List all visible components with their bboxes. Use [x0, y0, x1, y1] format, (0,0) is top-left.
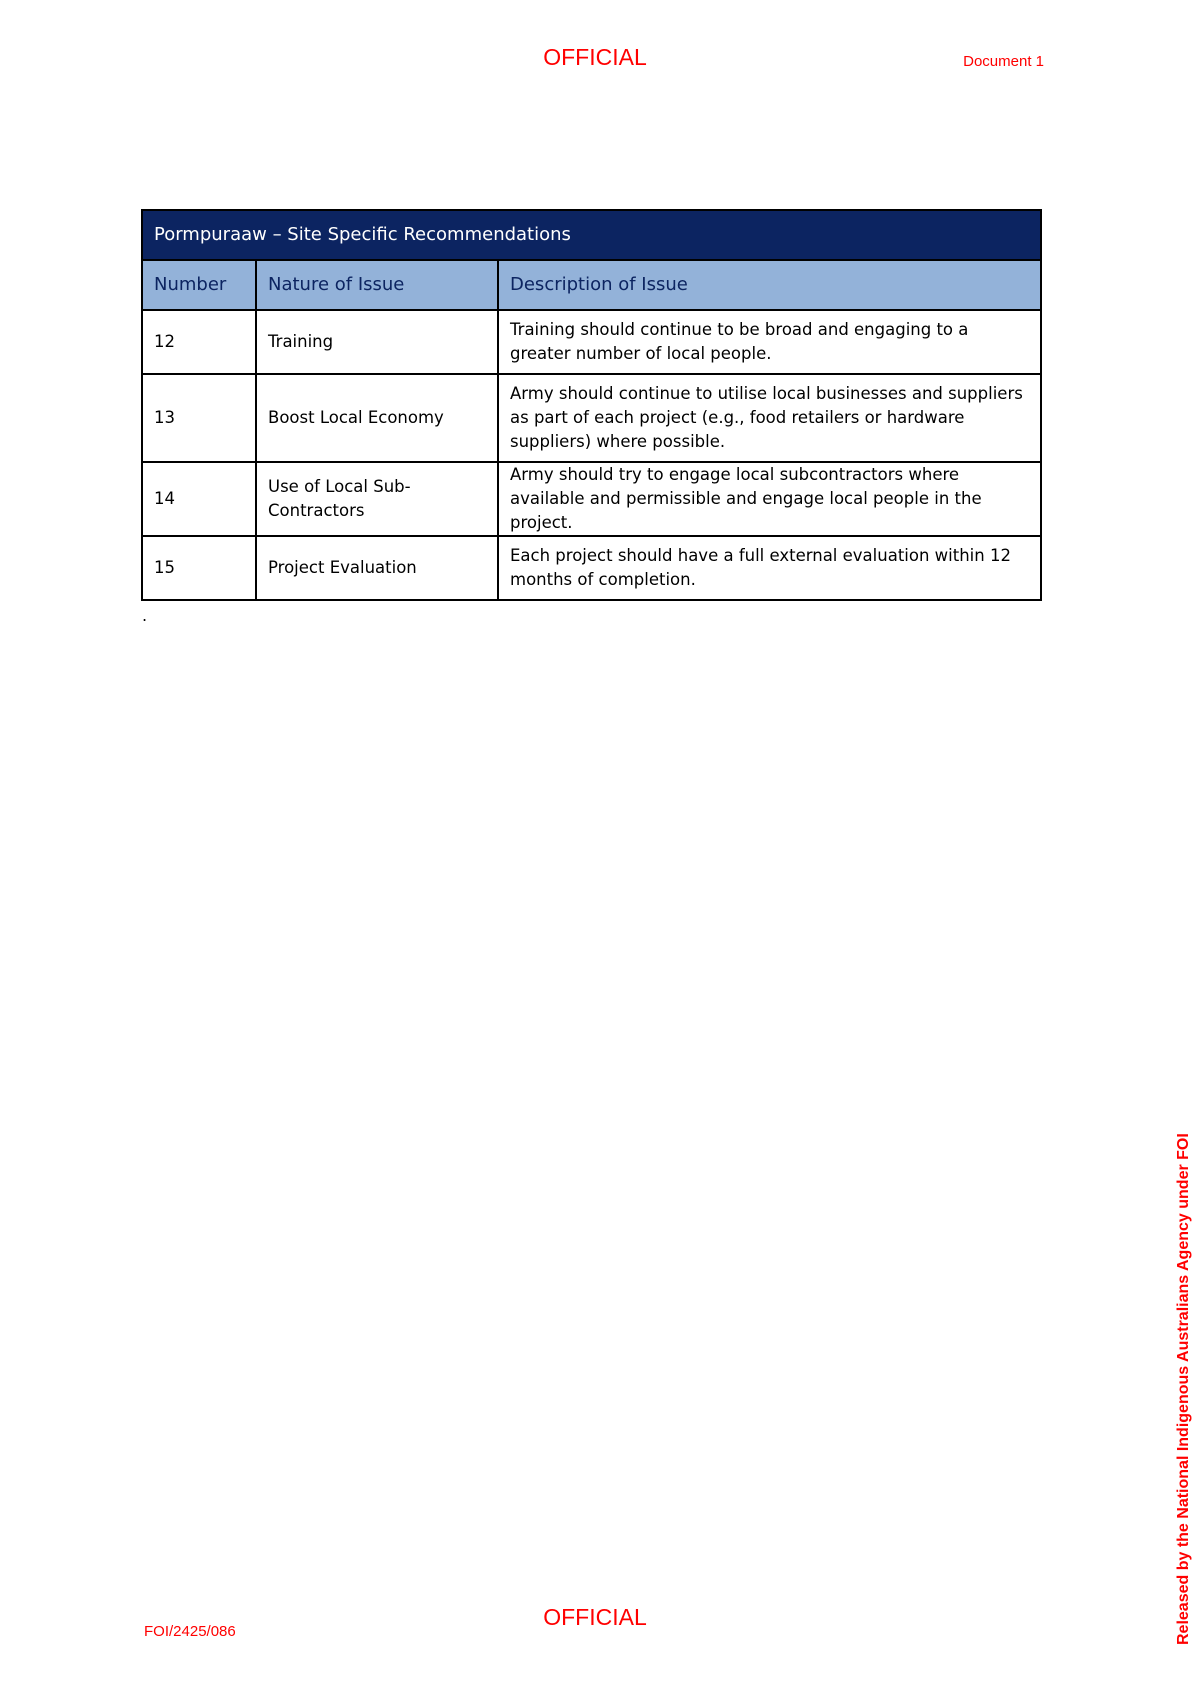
table-row — [142, 536, 1041, 600]
table-row — [142, 462, 1041, 536]
recommendations-table — [141, 209, 1042, 601]
table-row — [142, 374, 1041, 462]
cell-nature: Boost Local Economy — [256, 374, 498, 462]
table-title-row — [142, 210, 1041, 260]
classification-header: OFFICIAL — [543, 44, 647, 70]
release-stamp: Released by the National Indigenous Australians Agency under FOI — [1175, 1133, 1192, 1645]
column-header-description: Description of Issue — [498, 260, 1041, 310]
cell-nature: Training — [256, 310, 498, 374]
cell-description: Army should try to engage local subcontractors where available and permissible and engage local people in the project. — [498, 462, 1041, 536]
column-header-nature: Nature of Issue — [256, 260, 498, 310]
classification-footer: OFFICIAL — [543, 1604, 647, 1630]
table-header-row — [142, 260, 1041, 310]
document-label: Document 1 — [963, 53, 1044, 70]
cell-description: Training should continue to be broad and engaging to a greater number of local people. — [498, 310, 1041, 374]
cell-description: Each project should have a full external evaluation within 12 months of completion. — [498, 536, 1041, 600]
stray-period-mark: . — [142, 606, 148, 625]
cell-description: Army should continue to utilise local businesses and suppliers as part of each project (e.g., food retailers or hardware suppliers) where possible. — [498, 374, 1041, 462]
cell-number: 15 — [142, 536, 256, 600]
cell-nature: Project Evaluation — [256, 536, 498, 600]
column-header-number: Number — [142, 260, 256, 310]
foi-reference: FOI/2425/086 — [144, 1623, 236, 1640]
cell-number: 14 — [142, 462, 256, 536]
cell-number: 12 — [142, 310, 256, 374]
cell-number: 13 — [142, 374, 256, 462]
cell-nature: Use of Local Sub-Contractors — [256, 462, 498, 536]
table-row — [142, 310, 1041, 374]
table-title: Pormpuraaw – Site Specific Recommendations — [142, 210, 1041, 260]
